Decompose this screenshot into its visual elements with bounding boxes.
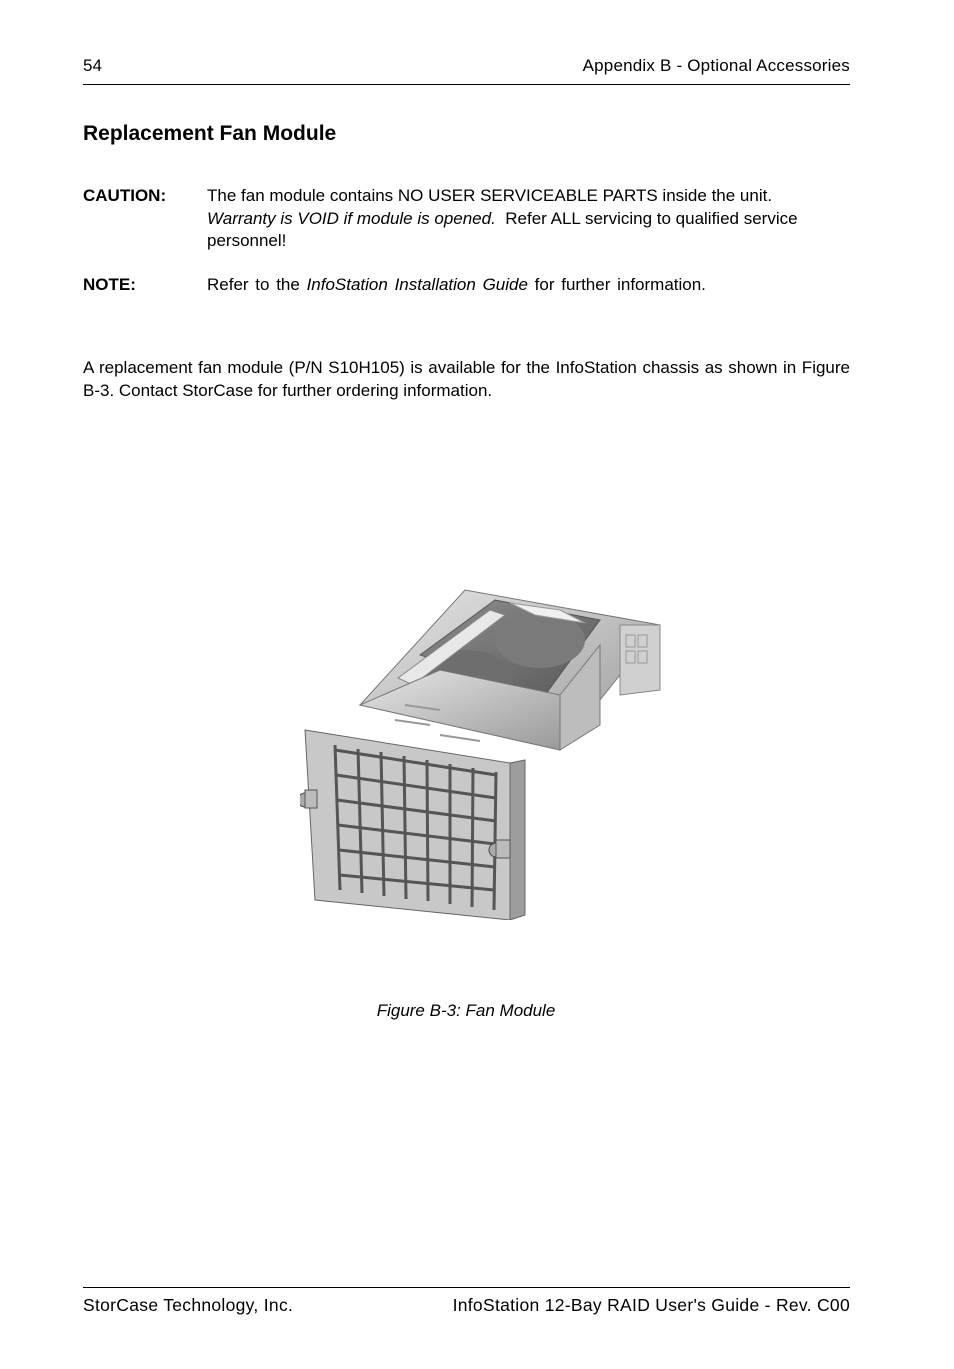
caution-text-1: The fan module contains NO USER SERVICEABLE PARTS inside the unit. [207,186,773,205]
caution-text-3: Refer ALL servicing to qualified service personnel! [207,208,798,250]
fan-module-illustration [300,585,670,920]
body-paragraph: A replacement fan module (P/N S10H105) is available for the InfoStation chassis as shown in Figure B-3. Contact StorCase for further ordering information. [83,358,850,400]
note-text [207,274,850,297]
section-title: Replacement Fan Module [83,122,337,145]
caution-label: CAUTION: [83,186,167,205]
caution-text [207,185,850,253]
caution-warranty: Warranty is VOID if module is opened. [207,208,496,228]
note-text-1: Refer to the [207,275,300,294]
note-text-3: for further information. [534,275,706,294]
header-rule [83,84,850,85]
footer-doc-title: InfoStation 12-Bay RAID User's Guide - Rev. C00 [452,1295,850,1315]
page-number: 54 [83,56,102,75]
running-header: Appendix B - Optional Accessories [582,56,850,75]
figure-caption: Figure B-3: Fan Module [376,1001,556,1020]
fan-module-figure [300,585,670,920]
note-label: NOTE: [83,275,136,294]
footer-rule [83,1287,850,1288]
footer-company: StorCase Technology, Inc. [83,1295,294,1315]
note-guide-title: InfoStation Installation Guide [306,275,528,294]
